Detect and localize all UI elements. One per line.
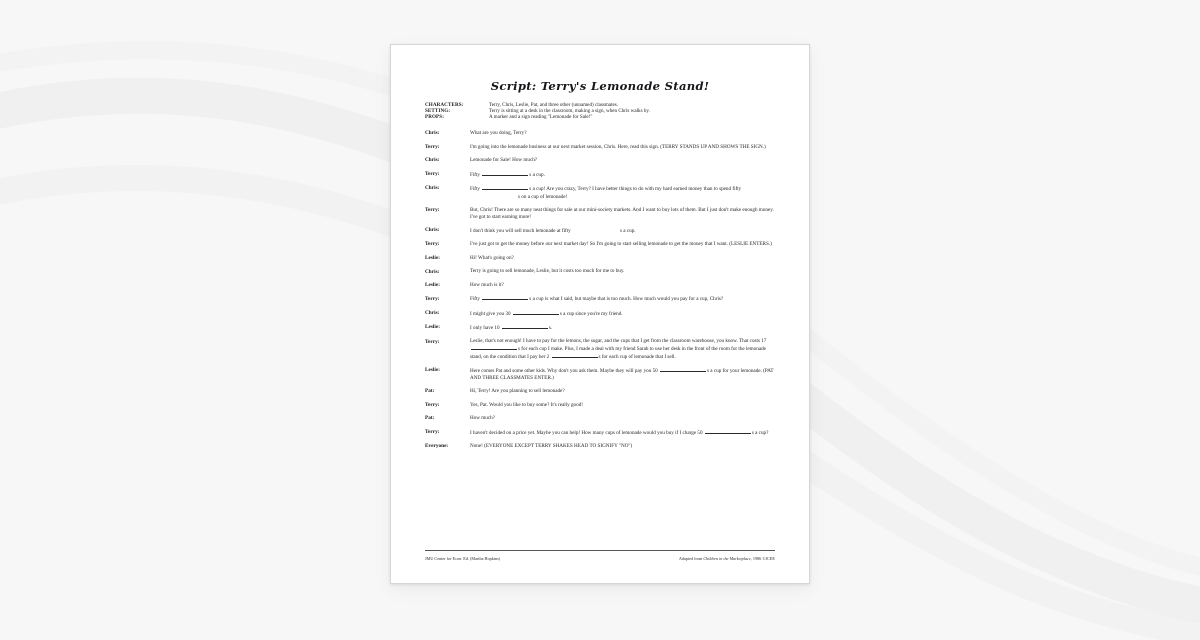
speech-fragment: s on a cup of lemonade! — [518, 193, 568, 200]
metadata-label: SETTING: — [425, 108, 451, 115]
speaker-name: Chris: — [425, 185, 440, 192]
dialogue-line — [425, 171, 775, 179]
fill-in-blank[interactable] — [552, 353, 598, 358]
speech-text — [470, 227, 775, 235]
fill-in-blank[interactable] — [502, 324, 548, 329]
dialogue-line — [425, 295, 775, 303]
speech-fragment: I'm going into the lemonade business at our next market session, Chris. Here, read this sign. (TERRY STANDS UP AND SHOWS THE SIGN.) — [470, 143, 766, 150]
speaker-name: Terry: — [425, 170, 440, 177]
metadata-value: A marker and a sign reading "Lemonade for Sale!" — [489, 114, 593, 121]
speaker-name: Chris: — [425, 130, 440, 137]
speech-text — [470, 310, 775, 318]
speech-text — [470, 207, 775, 220]
speech-fragment: s. — [548, 325, 553, 332]
document-page-wrapper — [390, 44, 810, 584]
speech-fragment: Fifty — [470, 186, 482, 192]
speech-fragment: s a cup? — [751, 429, 769, 436]
speaker-name: Pat: — [425, 415, 435, 422]
speech-fragment: s a cup. — [529, 171, 545, 178]
speech-fragment: What are you doing, Terry? — [470, 130, 527, 137]
dialogue-line — [425, 144, 775, 151]
fill-in-blank[interactable] — [513, 310, 559, 315]
speaker-name: Terry: — [425, 295, 440, 302]
speech-text — [470, 324, 775, 332]
speech-text — [470, 402, 775, 409]
fill-in-blank[interactable] — [573, 227, 619, 232]
page-title: Script: Terry's Lemonade Stand! — [490, 79, 710, 93]
speaker-name: Terry: — [425, 207, 440, 214]
speech-text — [470, 338, 775, 360]
speech-fragment: Lemonade for Sale! How much? — [470, 157, 538, 164]
speech-fragment: Hi! What's going on? — [470, 254, 514, 261]
speech-text — [470, 367, 775, 381]
speech-fragment: s a cup. — [620, 228, 636, 234]
dialogue-line — [425, 157, 775, 164]
speech-text — [470, 255, 775, 262]
dialogue-line — [425, 255, 775, 262]
speech-fragment: I might give you 30 — [470, 310, 512, 317]
speaker-name: Chris: — [425, 268, 440, 275]
fill-in-blank[interactable] — [482, 185, 528, 190]
speech-fragment: I don't think you will sell much lemonade at fifty — [470, 228, 573, 234]
dialogue-line — [425, 207, 775, 220]
metadata-value: Terry is sitting at a desk in the classroom, making a sign, when Chris walks by. — [489, 108, 650, 115]
metadata-row — [425, 109, 775, 115]
speech-fragment: Leslie, that's not enough! I have to pay for the lemons, the sugar, and the cups that I get from the classroom warehouse, you know. That costs 17 — [470, 338, 767, 345]
speech-fragment: s a cup for your lemonade. (PAT AND THREE CLASSMATES ENTER.) — [470, 368, 774, 381]
fill-in-blank[interactable] — [705, 429, 751, 434]
metadata-label: CHARACTERS: — [425, 102, 464, 108]
dialogue-line — [425, 130, 775, 137]
speaker-name: Leslie: — [425, 255, 441, 262]
dialogue-line — [425, 227, 775, 235]
dialogue-line — [425, 388, 775, 395]
speaker-name: Leslie: — [425, 367, 441, 374]
dialogue-line — [425, 402, 775, 409]
dialogue-line — [425, 367, 775, 381]
dialogue-line — [425, 415, 775, 422]
dialogue-line — [425, 324, 775, 332]
script-metadata — [425, 103, 775, 121]
speech-text — [470, 157, 775, 164]
speaker-name: Everyone: — [425, 443, 449, 450]
speech-fragment: s a cup is what I said, but maybe that is too much. How much would you pay for a cup, Chris? — [529, 296, 724, 303]
dialogue-line — [425, 241, 775, 248]
dialogue-line — [425, 268, 775, 275]
speech-text — [470, 185, 775, 200]
speech-fragment: Yes, Pat. Would you like to buy some? It's really good! — [470, 401, 583, 408]
fill-in-blank[interactable] — [482, 295, 528, 300]
fill-in-blank[interactable] — [471, 193, 517, 198]
dialogue-line — [425, 443, 775, 450]
speech-fragment: Hi, Terry! Are you planning to sell lemonade? — [470, 388, 565, 395]
speech-fragment: How much? — [470, 415, 495, 422]
speaker-name: Terry: — [425, 401, 440, 408]
page-footer — [425, 556, 775, 561]
speaker-name: Chris: — [425, 157, 440, 164]
speech-text — [470, 268, 775, 275]
speech-text — [470, 415, 775, 422]
footer-left: JMU Center for Econ. Ed. (Martha Hopkins) — [425, 556, 501, 561]
script-dialogue — [425, 130, 775, 450]
dialogue-line — [425, 310, 775, 318]
speaker-name: Chris: — [425, 227, 440, 234]
speech-fragment: Terry is going to sell lemonade, Leslie, but it costs too much for me to buy. — [470, 268, 625, 275]
dialogue-line — [425, 429, 775, 437]
footer-right — [679, 556, 775, 561]
footer-right-suffix: , 1986 ©JCEE — [750, 556, 775, 561]
speaker-name: Leslie: — [425, 324, 441, 331]
speaker-name: Terry: — [425, 338, 440, 345]
speech-text — [470, 171, 775, 179]
speech-fragment: Here comes Pat and some other kids. Why don't you ask them. Maybe they will pay you 50 — [470, 368, 660, 375]
speech-text — [470, 443, 775, 450]
speaker-name: Chris: — [425, 309, 440, 316]
speech-fragment: s for each cup I make. Plus, I made a deal with my friend Sarah to use her desk in the front of the room for the lemonade stand, on the condition that I pay her 2 — [470, 346, 766, 360]
speaker-name: Terry: — [425, 241, 440, 248]
metadata-value: Terry, Chris, Leslie, Pat, and three other (unnamed) classmates. — [489, 102, 619, 108]
speaker-name: Leslie: — [425, 282, 441, 289]
fill-in-blank[interactable] — [482, 171, 528, 176]
speech-fragment: Fifty — [470, 296, 482, 303]
speech-text — [470, 429, 775, 437]
speech-fragment: s a cup since you're my friend. — [559, 310, 623, 317]
speaker-name: Terry: — [425, 428, 440, 435]
speech-text — [470, 388, 775, 395]
speech-fragment: s for each cup of lemonade that I sell. — [598, 353, 676, 360]
speech-fragment: None! (EVERYONE EXCEPT TERRY SHAKES HEAD TO SIGNIFY "NO") — [470, 442, 633, 449]
fill-in-blank[interactable] — [660, 367, 706, 372]
speech-text — [470, 295, 775, 303]
footer-right-title: Children in the Marketplace — [703, 556, 751, 561]
speech-text — [470, 144, 775, 151]
dialogue-line — [425, 185, 775, 200]
dialogue-line — [425, 282, 775, 289]
footer-divider — [425, 550, 775, 551]
metadata-label: PROPS: — [425, 114, 444, 121]
speech-text — [470, 241, 775, 248]
speaker-name: Pat: — [425, 388, 435, 395]
speech-text — [470, 282, 775, 289]
speech-fragment: How much is it? — [470, 281, 504, 288]
dialogue-line — [425, 338, 775, 360]
metadata-row — [425, 115, 775, 121]
footer-right-prefix: Adapted from — [678, 556, 704, 561]
speech-fragment: Fifty — [470, 171, 482, 178]
speech-fragment: I've just got to get the money before our next market day! So I'm going to start selling lemonade to get the money that I want. (LESLIE ENTERS.) — [470, 241, 772, 248]
speaker-name: Terry: — [425, 143, 440, 150]
speech-text — [470, 130, 775, 137]
speech-fragment: s a cup! Are you crazy, Terry? I have better things to do with my hard earned money than to spend fifty — [529, 186, 742, 192]
speech-fragment: I haven't decided on a price yet. Maybe you can help! How many cups of lemonade would you buy if I charge 50 — [470, 429, 704, 436]
fill-in-blank[interactable] — [471, 345, 517, 350]
speech-fragment: But, Chris! There are so many neat things for sale at our mini-society markets. And I want to buy lots of them. But I just don't make enough money. I've got to start earning more! — [470, 207, 774, 220]
speech-fragment: I only have 10 — [470, 325, 501, 332]
document-page — [390, 44, 810, 584]
